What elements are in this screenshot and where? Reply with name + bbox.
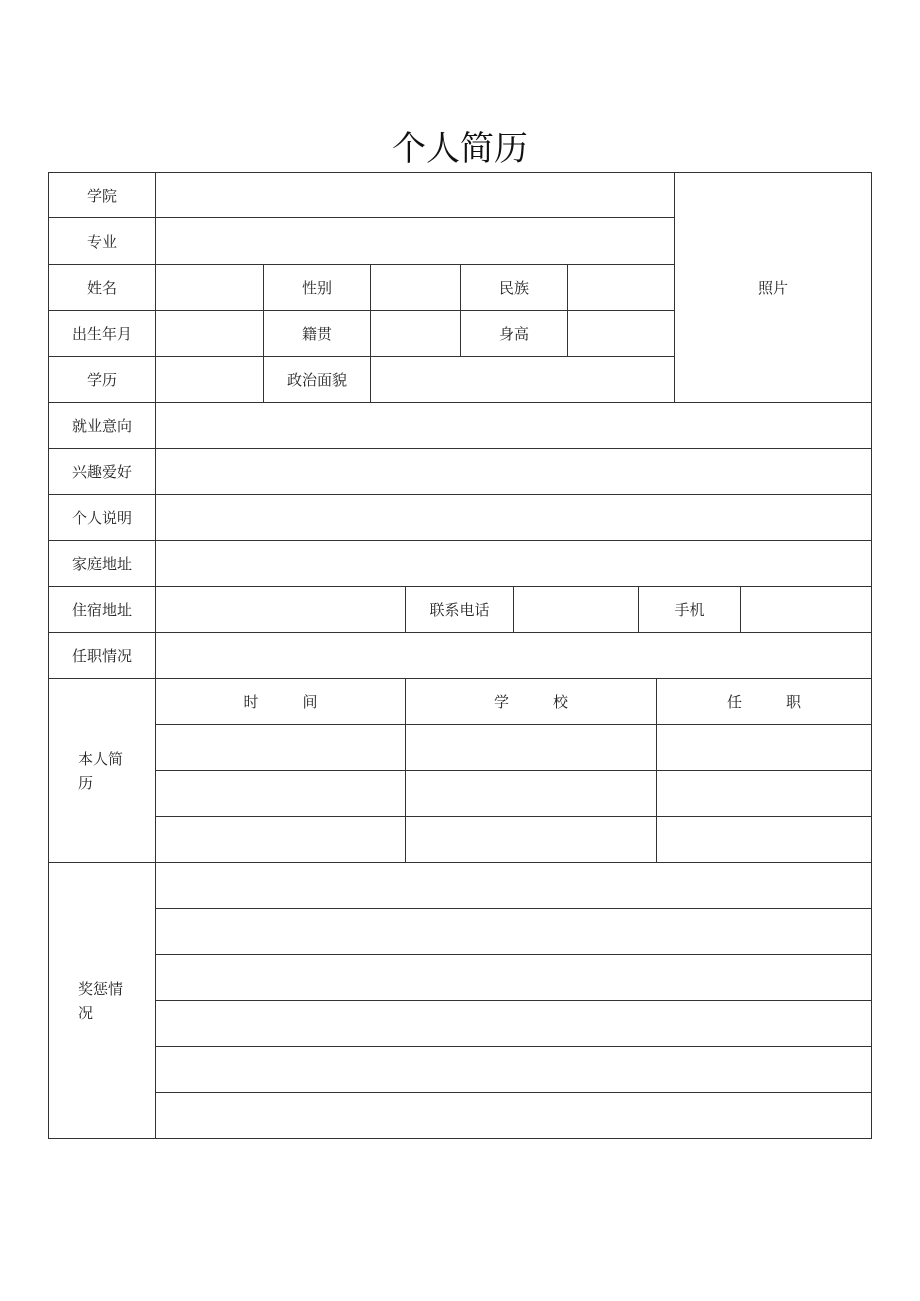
resume-row-3-time[interactable] (155, 816, 406, 863)
positions-held-field[interactable] (155, 632, 872, 679)
college-field[interactable] (155, 172, 675, 218)
gender-field[interactable] (370, 264, 461, 311)
education-field[interactable] (155, 356, 264, 403)
awards-row-5[interactable] (155, 1046, 872, 1093)
resume-header-school (405, 678, 657, 725)
label-name: 姓名 (48, 264, 156, 311)
phone-field[interactable] (513, 586, 639, 633)
resume-row-1-school[interactable] (405, 724, 657, 771)
photo-box[interactable]: 照片 (674, 172, 872, 403)
label-awards-section (48, 862, 156, 1139)
native-place-field[interactable] (370, 310, 461, 357)
height-field[interactable] (567, 310, 675, 357)
name-field[interactable] (155, 264, 264, 311)
label-college: 学院 (48, 172, 156, 218)
personal-statement-field[interactable] (155, 494, 872, 541)
label-ethnicity: 民族 (460, 264, 568, 311)
label-mobile: 手机 (638, 586, 741, 633)
awards-row-2[interactable] (155, 908, 872, 955)
awards-row-6[interactable] (155, 1092, 872, 1139)
resume-header-time (155, 678, 406, 725)
resume-row-1-time[interactable] (155, 724, 406, 771)
resume-header-school-text: 学校 (493, 693, 612, 711)
awards-row-4[interactable] (155, 1000, 872, 1047)
label-resume-section (48, 678, 156, 863)
label-positions-held: 任职情况 (48, 632, 156, 679)
label-native-place: 籍贯 (263, 310, 371, 357)
job-intention-field[interactable] (155, 402, 872, 449)
label-height: 身高 (460, 310, 568, 357)
resume-header-time-text: 时间 (243, 693, 362, 711)
label-birth: 出生年月 (48, 310, 156, 357)
resume-row-2-school[interactable] (405, 770, 657, 817)
resume-header-position-text: 任职 (726, 693, 845, 711)
label-gender: 性别 (263, 264, 371, 311)
home-address-field[interactable] (155, 540, 872, 587)
label-lodging-address: 住宿地址 (48, 586, 156, 633)
awards-row-1[interactable] (155, 862, 872, 909)
label-political-status: 政治面貌 (263, 356, 371, 403)
lodging-address-field[interactable] (155, 586, 406, 633)
mobile-field[interactable] (740, 586, 872, 633)
political-status-field[interactable] (370, 356, 675, 403)
label-home-address: 家庭地址 (48, 540, 156, 587)
label-phone: 联系电话 (405, 586, 514, 633)
resume-section-text: 本人简历 (78, 749, 124, 792)
label-hobbies: 兴趣爱好 (48, 448, 156, 495)
birth-field[interactable] (155, 310, 264, 357)
resume-header-position (656, 678, 872, 725)
ethnicity-field[interactable] (567, 264, 675, 311)
resume-row-2-position[interactable] (656, 770, 872, 817)
resume-row-1-position[interactable] (656, 724, 872, 771)
label-job-intention: 就业意向 (48, 402, 156, 449)
major-field[interactable] (155, 217, 675, 265)
label-personal-statement: 个人说明 (48, 494, 156, 541)
resume-row-3-school[interactable] (405, 816, 657, 863)
page-title: 个人简历 (392, 129, 528, 169)
resume-row-2-time[interactable] (155, 770, 406, 817)
awards-section-text: 奖惩情况 (78, 979, 124, 1022)
hobbies-field[interactable] (155, 448, 872, 495)
label-major: 专业 (48, 217, 156, 265)
awards-row-3[interactable] (155, 954, 872, 1001)
label-education: 学历 (48, 356, 156, 403)
resume-row-3-position[interactable] (656, 816, 872, 863)
